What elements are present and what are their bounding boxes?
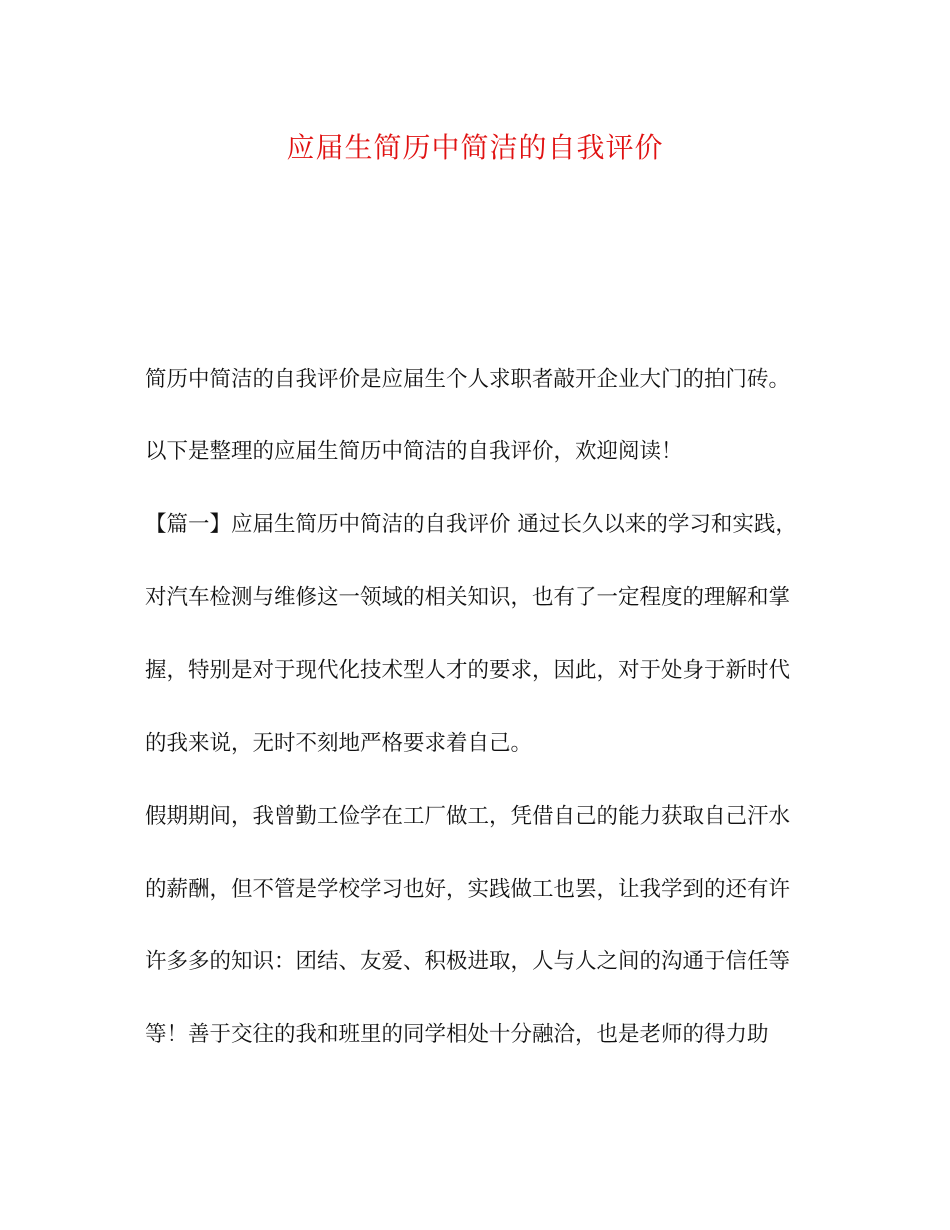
body-line: 简历中简洁的自我评价是应届生个人求职者敲开企业大门的拍门砖。 [145, 367, 791, 392]
document-title: 应届生简历中简洁的自我评价 [286, 131, 664, 164]
body-line: 许多多的知识：团结、友爱、积极进取，人与人之间的沟通于信任等 [145, 949, 791, 974]
body-line: 等！善于交往的我和班里的同学相处十分融洽，也是老师的得力助 [145, 1022, 769, 1047]
body-line: 的我来说，无时不刻地严格要求着自己。 [145, 731, 533, 756]
body-line: 假期期间，我曾勤工俭学在工厂做工，凭借自己的能力获取自己汗水 [145, 804, 791, 829]
body-line: 对汽车检测与维修这一领域的相关知识，也有了一定程度的理解和掌 [145, 585, 791, 610]
body-line: 的薪酬，但不管是学校学习也好，实践做工也罢，让我学到的还有许 [145, 877, 791, 902]
body-line: 以下是整理的应届生简历中简洁的自我评价，欢迎阅读！ [145, 439, 683, 464]
body-line: 握，特别是对于现代化技术型人才的要求，因此，对于处身于新时代 [145, 658, 791, 683]
body-line: 【篇一】应届生简历中简洁的自我评价 通过长久以来的学习和实践， [145, 512, 797, 537]
